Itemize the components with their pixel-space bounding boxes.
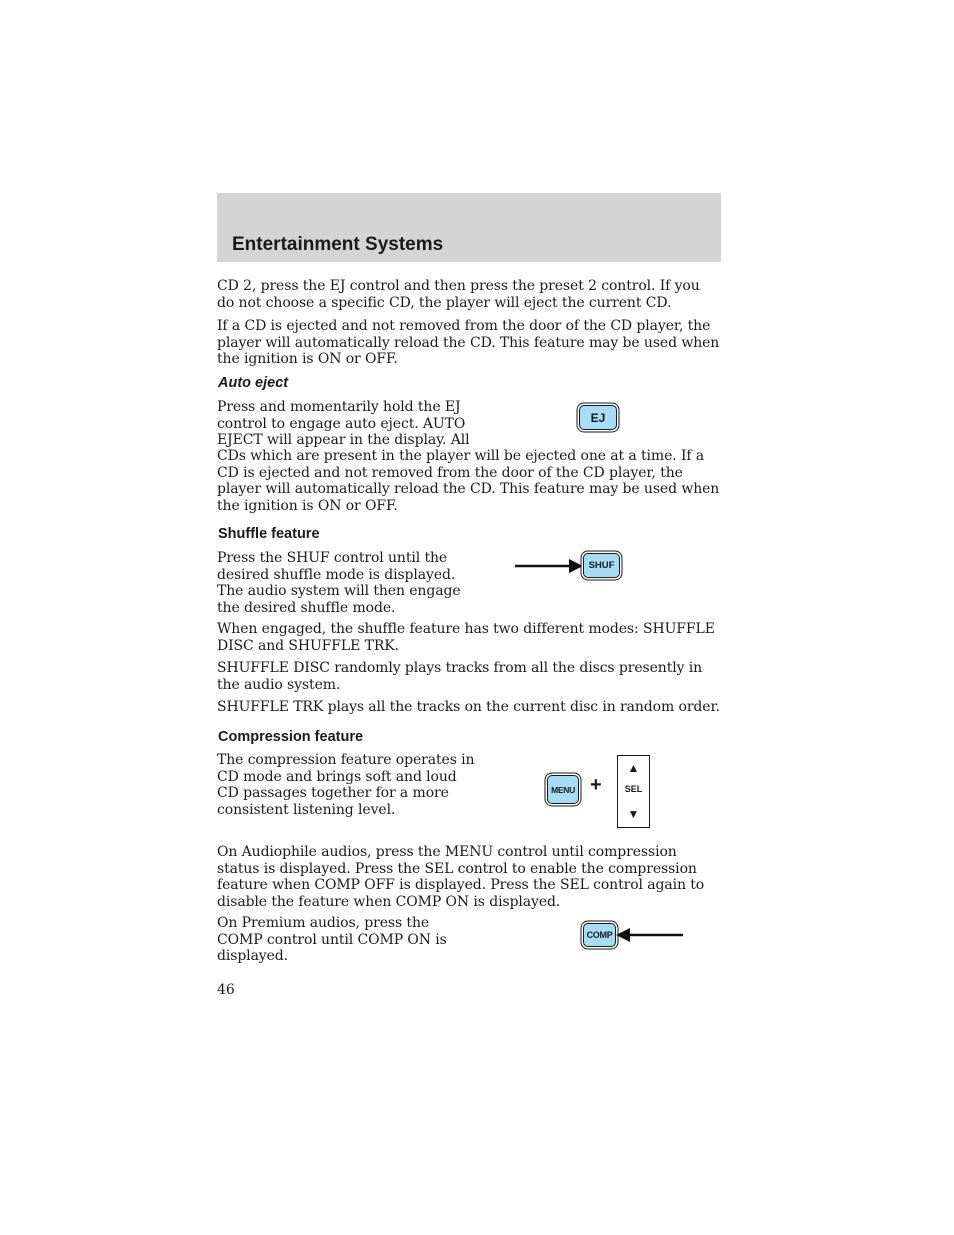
section-header-band [217,193,721,262]
paragraph-auto-eject-intro: Press and momentarily hold the EJ control to engage auto eject. AUTO EJECT will appear in the display. All [217,399,470,449]
paragraph-premium: On Premium audios, press the COMP control until COMP ON is displayed. [217,915,447,965]
paragraph-cd2-eject: CD 2, press the EJ control and then press the preset 2 control. If you do not choose a specific CD, the player will eject the current CD. [217,278,700,311]
paragraph-audiophile: On Audiophile audios, press the MENU control until compression status is displayed. Press the SEL control to enable the compression feature when COMP OFF is displayed. Press the SEL control again to disable the feature when COMP ON is displayed. [217,844,705,910]
triangle-up-icon[interactable]: ▲ [627,761,640,775]
heading-compression: Compression feature [218,729,364,745]
paragraph-shuffle-disc: SHUFFLE DISC randomly plays tracks from all the discs presently in the audio system. [217,660,703,693]
paragraph-shuffle-intro: Press the SHUF control until the desired shuffle mode is displayed. The audio system will then engage the desired shuffle mode. [217,550,461,616]
paragraph-shuffle-trk: SHUFFLE TRK plays all the tracks on the current disc in random order. [217,699,720,715]
shuf-button[interactable]: SHUF [583,553,620,578]
sel-label: SEL [624,784,643,794]
paragraph-shuffle-modes: When engaged, the shuffle feature has two different modes: SHUFFLE DISC and SHUFFLE TRK. [217,621,715,654]
comp-button[interactable]: COMP [583,923,616,947]
heading-shuffle: Shuffle feature [218,526,320,542]
ej-button[interactable]: EJ [579,405,617,430]
arrow-left-icon [616,927,684,943]
section-title: Entertainment Systems [232,234,444,255]
paragraph-auto-reload: If a CD is ejected and not removed from the door of the CD player, the player will automatically reload the CD. This feature may be used when the ignition is ON or OFF. [217,318,720,368]
heading-auto-eject: Auto eject [218,375,289,391]
menu-button[interactable]: MENU [547,775,579,804]
page-number: 46 [217,982,235,998]
paragraph-compression-intro: The compression feature operates in CD mode and brings soft and loud CD passages together for a more consistent listening level. [217,752,475,818]
sel-rocker-control[interactable] [617,755,650,828]
paragraph-auto-eject-detail: CDs which are present in the player will be ejected one at a time. If a CD is ejected and not removed from the door of the CD player, the player will automatically reload the CD. This feature may be used when the ignition is ON or OFF. [217,448,720,514]
triangle-down-icon[interactable]: ▼ [627,807,640,821]
plus-sign: + [590,774,602,796]
arrow-right-icon [515,558,585,574]
